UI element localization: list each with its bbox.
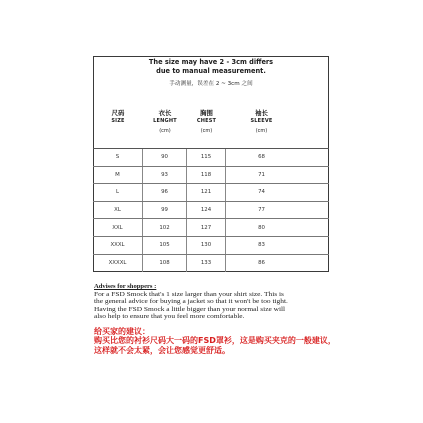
chest-cell: 133 [187,255,226,273]
sleeve-cell: 86 [258,260,265,267]
length-cell: 99 [143,202,187,219]
table-row [93,149,329,167]
notice-line-3-cn: 手动测量，误差在 2 ~ 3cm 之间 [169,81,253,87]
length-cell: 102 [143,219,187,236]
chest-cell: 127 [187,219,226,236]
size-cell: S [93,149,143,166]
size-cell: XXXXL [93,255,143,273]
length-cell: 90 [143,149,187,166]
size-cell: XXL [93,219,143,236]
header-unit-spacer [93,128,143,134]
size-cell: M [93,167,143,184]
table-row [93,255,329,273]
length-cell: 93 [143,167,187,184]
sleeve-cell: 71 [258,171,265,178]
header-cn-sleeve: 袖长 [255,109,268,117]
sleeve-cell: 83 [258,242,265,249]
table-row [93,237,329,255]
size-cell: XXXL [93,237,143,254]
notice-line-2: due to manual measurement. [156,67,266,75]
advice-title: Advises for shoppers : [94,283,157,290]
notice-line-1: The size may have 2 - 3cm differs [148,58,274,66]
sleeve-cell: 68 [258,154,265,161]
table-row [93,167,329,185]
advice-cn-line: 这样就不会太紧，会让您感觉更舒适。 [94,346,230,355]
header-cn-size: 尺码 [111,109,125,117]
advice-line: the general advice for buying a jacket so that it won't be too tight. [94,297,288,306]
header-cn-length: 衣长 [158,109,172,117]
chest-cell: 121 [187,184,226,201]
sleeve-cell: 77 [258,207,265,214]
length-cell: 108 [143,255,187,273]
header-cn-row [93,108,329,117]
header-en-row [93,118,329,124]
size-table [93,148,329,272]
length-cell: 105 [143,237,187,254]
header-unit-length: (cm) [159,128,171,134]
advice-cn-body [94,336,336,356]
header-unit-sleeve: (cm) [255,128,268,134]
header-en-size: SIZE [111,118,125,124]
header-cn-chest: 胸围 [200,109,213,117]
header-en-sleeve: SLEEVE [250,118,273,124]
size-cell: L [93,184,143,201]
advice-line: also help to ensure that you feel more comfortable. [94,312,245,320]
advice-line: For a FSD Smock that's 1 size larger than your shirt size. This is [94,290,284,298]
header-unit-row [93,128,329,134]
advice-cn-title: 给买家的建议： [94,327,150,336]
sleeve-cell: 80 [258,224,265,231]
sleeve-cell: 74 [258,189,265,196]
length-cell: 96 [143,184,187,201]
chest-cell: 118 [187,167,226,184]
table-row [93,219,329,237]
advice-line: Having the FSD Smock a little bigger than your normal size will [94,304,286,313]
table-row [93,202,329,220]
advice-cn-line: 购买比您的衬衫尺码大一码的FSD罩衫，这是购买夹克的一般建议， [94,336,336,345]
chest-cell: 130 [187,237,226,254]
advice-body [94,291,330,320]
chest-cell: 124 [187,202,226,219]
table-row [93,184,329,202]
header-en-chest: CHEST [196,118,217,124]
header-unit-chest: (cm) [200,128,213,134]
header-en-length: LENGHT [153,118,177,124]
size-cell: XL [93,202,143,219]
chest-cell: 115 [187,149,226,166]
